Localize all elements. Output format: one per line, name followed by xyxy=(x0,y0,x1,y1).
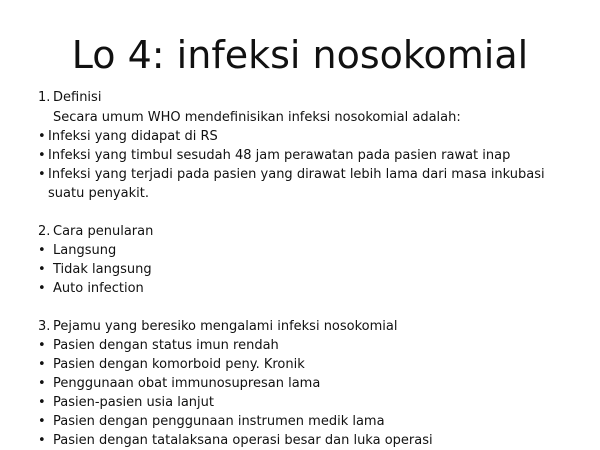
list-item: • Infeksi yang terjadi pada pasien yang dirawat lebih lama dari masa inkubasi suatu penyakit. xyxy=(38,167,545,201)
bullet-icon: • xyxy=(38,357,46,372)
bullet-icon: • xyxy=(38,376,46,391)
list-item: • Penggunaan obat immunosupresan lama xyxy=(38,376,321,391)
section-2-number: 2. xyxy=(38,224,51,239)
list-item: • Pasien-pasien usia lanjut xyxy=(38,395,214,410)
section-3-number: 3. xyxy=(38,319,51,334)
section-2-heading xyxy=(38,222,583,241)
list-item: • Pasien dengan tatalaksana operasi besar dan luka operasi xyxy=(38,433,433,448)
section-3-title: Pejamu yang beresiko mengalami infeksi nosokomial xyxy=(53,319,398,334)
slide-title: Lo 4: infeksi nosokomial xyxy=(71,33,529,77)
list-item: • Auto infection xyxy=(38,281,144,296)
section-1-intro: Secara umum WHO mendefinisikan infeksi nosokomial adalah: xyxy=(53,110,461,125)
bullet-icon: • xyxy=(38,243,46,258)
slide-body xyxy=(38,88,583,450)
list-item: • Tidak langsung xyxy=(38,262,152,277)
list-item: • Pasien dengan penggunaan instrumen medik lama xyxy=(38,414,385,429)
bullet-icon: • xyxy=(38,395,46,410)
section-1-number: 1. xyxy=(38,90,51,105)
bullet-icon: • xyxy=(38,148,46,163)
section-2-title: Cara penularan xyxy=(53,224,154,239)
list-item: • Infeksi yang didapat di RS xyxy=(38,129,218,144)
bullet-icon: • xyxy=(38,338,46,353)
bullet-icon: • xyxy=(38,129,46,144)
list-item: • Infeksi yang timbul sesudah 48 jam perawatan pada pasien rawat inap xyxy=(38,148,511,163)
section-1-title: Definisi xyxy=(53,90,102,105)
bullet-icon: • xyxy=(38,281,46,296)
bullet-icon: • xyxy=(38,167,46,182)
list-item: • Pasien dengan status imun rendah xyxy=(38,338,279,353)
bullet-icon: • xyxy=(38,262,46,277)
bullet-icon: • xyxy=(38,433,46,448)
section-1-heading xyxy=(38,88,583,107)
list-item: • Langsung xyxy=(38,243,117,258)
list-item: • Pasien dengan komorboid peny. Kronik xyxy=(38,357,305,372)
section-3-heading xyxy=(38,317,583,336)
bullet-icon: • xyxy=(38,414,46,429)
